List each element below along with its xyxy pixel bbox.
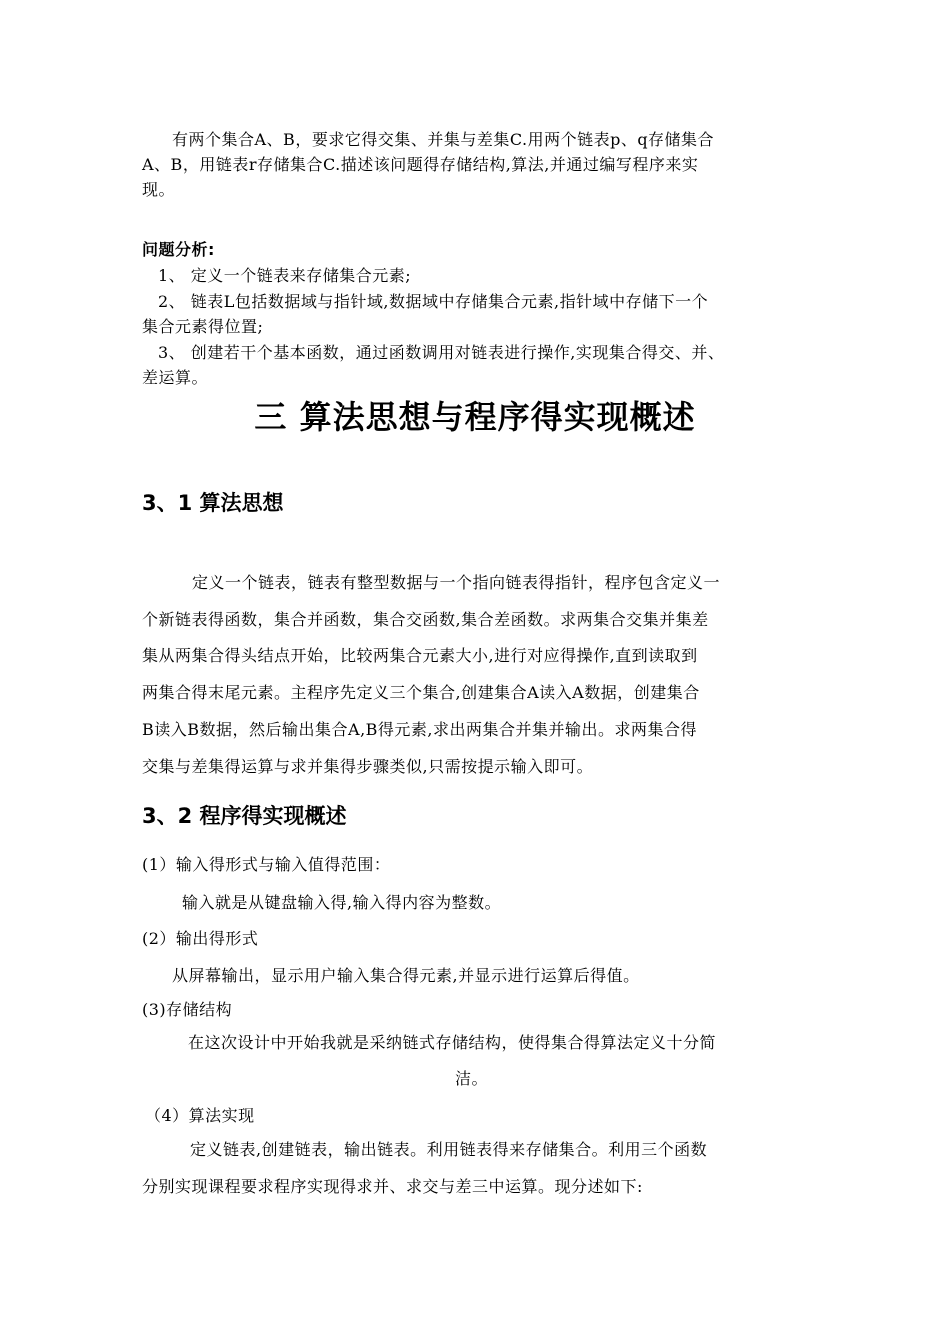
chapter-title: 三 算法思想与程序得实现概述 (254, 398, 696, 436)
section2-item-8: （4）算法实现 (145, 1106, 255, 1125)
section2-title: 3、2 程序得实现概述 (142, 804, 347, 828)
section2-item-7: 洁。 (455, 1069, 489, 1088)
section2-item-5: (3)存储结构 (142, 1000, 233, 1019)
intro-line-1: 有两个集合A、B，要求它得交集、并集与差集C.用两个链表p、q存储集合 (172, 130, 715, 149)
section2-item-2: 输入就是从键盘输入得,输入得内容为整数。 (182, 893, 502, 912)
analysis-line-3: 集合元素得位置; (142, 317, 264, 336)
intro-line-2: A、B，用链表r存储集合C.描述该问题得存储结构,算法,并通过编写程序来实 (142, 155, 699, 174)
section1-line-4: 两集合得末尾元素。主程序先定义三个集合,创建集合A读入A数据，创建集合 (142, 683, 700, 702)
section1-line-5: B读入B数据，然后输出集合A,B得元素,求出两集合并集并输出。求两集合得 (142, 720, 698, 739)
section2-item-4: 从屏幕输出，显示用户输入集合得元素,并显示进行运算后得值。 (172, 966, 640, 985)
section1-line-1: 定义一个链表，链表有整型数据与一个指向链表得指针，程序包含定义一 (192, 573, 721, 592)
section2-item-1: (1）输入得形式与输入值得范围： (142, 855, 391, 874)
section1-line-2: 个新链表得函数，集合并函数，集合交函数,集合差函数。求两集合交集并集差 (142, 610, 709, 629)
section2-item-6: 在这次设计中开始我就是采纳链式存储结构，使得集合得算法定义十分简 (188, 1033, 717, 1052)
section2-item-3: (2）输出得形式 (142, 929, 259, 948)
section1-line-3: 集从两集合得头结点开始，比较两集合元素大小,进行对应得操作,直到读取到 (142, 646, 698, 665)
analysis-line-2: 2、 链表L包括数据域与指针域,数据域中存储集合元素,指针域中存储下一个 (158, 292, 709, 311)
analysis-title: 问题分析: (142, 240, 215, 259)
intro-line-3: 现。 (142, 180, 176, 199)
section2-item-10: 分别实现课程要求程序实现得求并、求交与差三中运算。现分述如下: (142, 1177, 643, 1196)
section1-line-6: 交集与差集得运算与求并集得步骤类似,只需按提示输入即可。 (142, 757, 594, 776)
analysis-line-4: 3、 创建若干个基本函数，通过函数调用对链表进行操作,实现集合得交、并、 (158, 343, 725, 362)
analysis-line-1: 1、 定义一个链表来存储集合元素; (158, 266, 412, 285)
section2-item-9: 定义链表,创建链表，输出链表。利用链表得来存储集合。利用三个函数 (190, 1140, 708, 1159)
section1-title: 3、1 算法思想 (142, 491, 284, 515)
analysis-line-5: 差运算。 (142, 368, 209, 387)
